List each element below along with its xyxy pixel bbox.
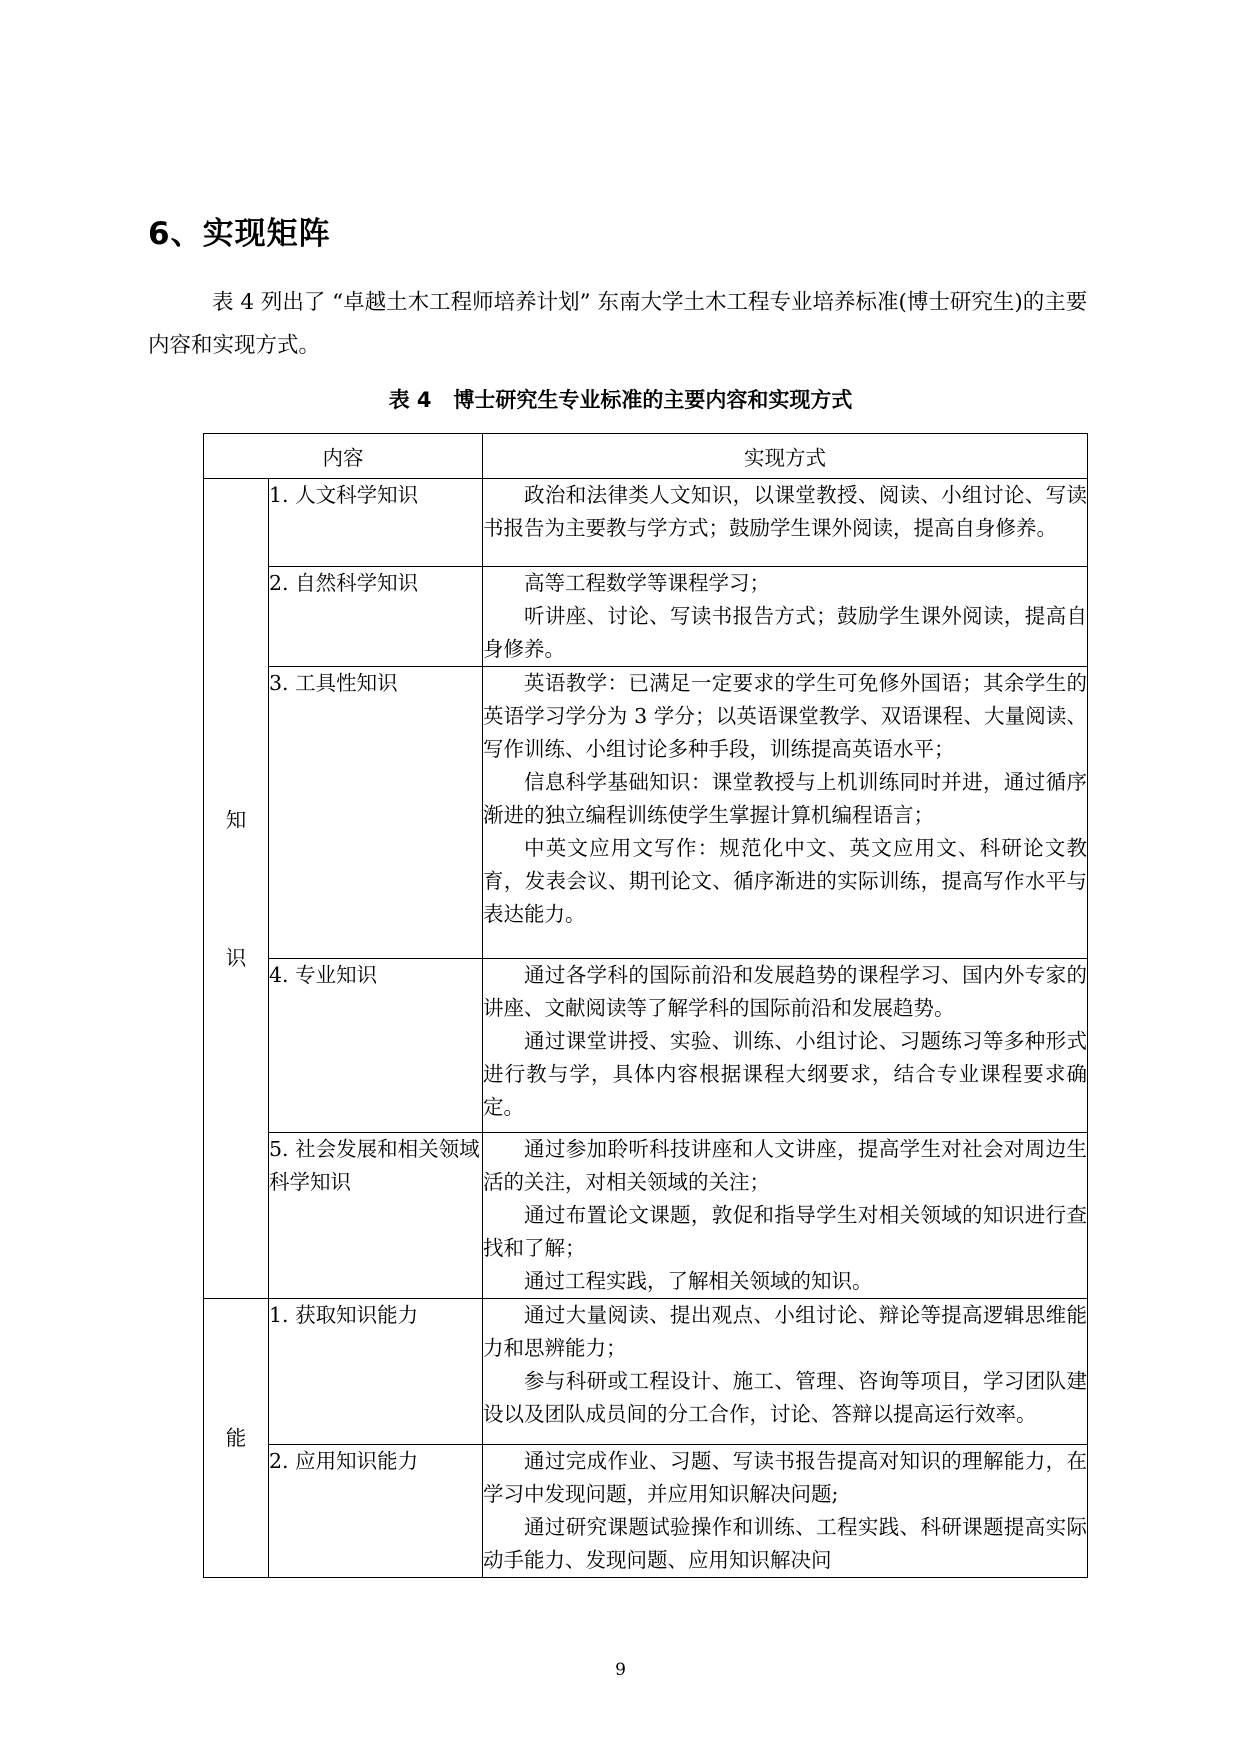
method-paragraph: 中英文应用文写作：规范化中文、英文应用文、科研论文教育，发表会议、期刊论文、循序渐进的实际训练，提高写作水平与表达能力。 — [483, 836, 1087, 926]
table-row — [204, 1299, 1088, 1445]
item-label: 4. 专业知识 — [269, 959, 483, 1133]
item-label: 2. 自然科学知识 — [269, 567, 483, 667]
header-method: 实现方式 — [483, 434, 1088, 479]
method-paragraph: 通过大量阅读、提出观点、小组讨论、辩论等提高逻辑思维能力和思辨能力； — [483, 1303, 1087, 1360]
method-cell — [483, 959, 1088, 1133]
method-paragraph: 通过研究课题试验操作和训练、工程实践、科研课题提高实际动手能力、发现问题、应用知识解决问 — [483, 1515, 1087, 1572]
method-cell — [483, 479, 1088, 567]
table-row — [204, 667, 1088, 959]
group-label-cell — [204, 1299, 269, 1578]
item-label: 1. 获取知识能力 — [269, 1299, 483, 1445]
method-paragraph: 听讲座、讨论、写读书报告方式；鼓励学生课外阅读，提高自身修养。 — [483, 604, 1087, 661]
table-row — [204, 567, 1088, 667]
group-label-char: 知 — [225, 807, 247, 832]
table-row — [204, 479, 1088, 567]
item-label: 1. 人文科学知识 — [269, 479, 483, 567]
group-label-cell — [204, 479, 269, 1299]
implementation-matrix-table — [203, 433, 1088, 1578]
table-caption: 表 4 博士研究生专业标准的主要内容和实现方式 — [388, 388, 853, 412]
method-paragraph: 政治和法律类人文知识，以课堂教授、阅读、小组讨论、写读书报告为主要教与学方式；鼓励学生课外阅读，提高自身修养。 — [483, 483, 1087, 540]
section-heading: 6、实现矩阵 — [148, 216, 331, 252]
page-number: 9 — [615, 1660, 626, 1680]
method-paragraph: 通过课堂讲授、实验、训练、小组讨论、习题练习等多种形式进行教与学，具体内容根据课程大纲要求，结合专业课程要求确定。 — [483, 1029, 1087, 1119]
group-label-char: 识 — [225, 945, 247, 970]
method-paragraph: 通过布置论文课题，敦促和指导学生对相关领域的知识进行查找和了解； — [483, 1203, 1087, 1260]
method-cell — [483, 1299, 1088, 1445]
method-cell — [483, 667, 1088, 959]
method-paragraph: 高等工程数学等课程学习； — [524, 571, 770, 595]
method-paragraph: 信息科学基础知识：课堂教授与上机训练同时并进，通过循序渐进的独立编程训练使学生掌握计算机编程语言； — [483, 770, 1087, 827]
method-cell — [483, 1133, 1088, 1299]
method-paragraph: 通过各学科的国际前沿和发展趋势的课程学习、国内外专家的讲座、文献阅读等了解学科的国际前沿和发展趋势。 — [483, 963, 1087, 1020]
method-cell — [483, 567, 1088, 667]
item-label: 5. 社会发展和相关领域科学知识 — [269, 1133, 483, 1299]
method-cell — [483, 1445, 1088, 1578]
method-paragraph: 英语教学：已满足一定要求的学生可免修外国语；其余学生的英语学习学分为 3 学分；以英语课堂教学、双语课程、大量阅读、写作训练、小组讨论多种手段，训练提高英语水平； — [483, 671, 1087, 761]
table-header-row — [204, 434, 1088, 479]
item-label: 3. 工具性知识 — [269, 667, 483, 959]
table-row — [204, 1133, 1088, 1299]
group-label-char: 能 — [225, 1426, 247, 1450]
method-paragraph: 通过完成作业、习题、写读书报告提高对知识的理解能力，在学习中发现问题，并应用知识解决问题; — [483, 1449, 1087, 1506]
method-paragraph: 通过工程实践，了解相关领域的知识。 — [524, 1269, 873, 1293]
table-row — [204, 959, 1088, 1133]
table-row — [204, 1445, 1088, 1578]
method-paragraph: 参与科研或工程设计、施工、管理、咨询等项目，学习团队建设以及团队成员间的分工合作，讨论、答辩以提高运行效率。 — [483, 1369, 1087, 1426]
method-paragraph: 通过参加聆听科技讲座和人文讲座，提高学生对社会对周边生活的关注，对相关领域的关注； — [483, 1137, 1087, 1194]
intro-paragraph: 表 4 列出了 “卓越土木工程师培养计划” 东南大学土木工程专业培养标准(博士研究生)的主要内容和实现方式。 — [148, 290, 1088, 358]
header-content: 内容 — [204, 434, 483, 479]
item-label: 2. 应用知识能力 — [269, 1445, 483, 1578]
